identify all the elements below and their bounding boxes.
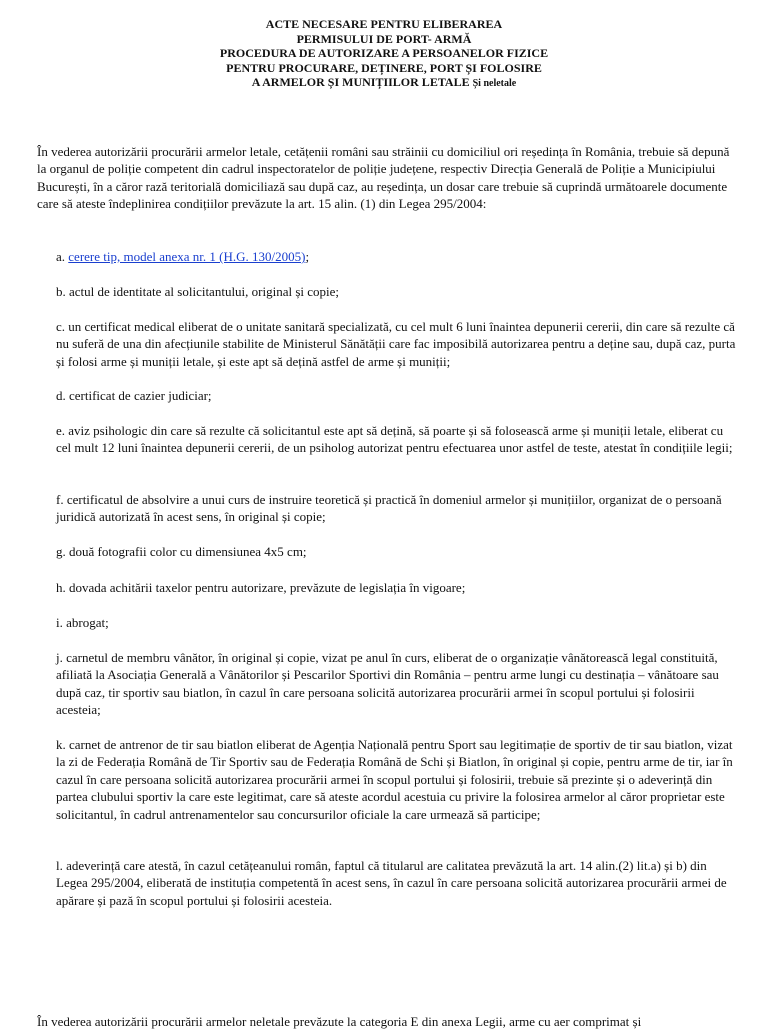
intro-paragraph: În vederea autorizării procurării armelor letale, cetățenii români sau străinii cu domiciliul ori reședința în România, trebuie să depună la organul de poliție competent din cadrul inspectoratelor de poliție județene, respectiv Direcția Generală de Poliție a Municipiului București, în a căror rază teritorială domiciliază sau după caz, au reședința, un dosar care trebuie să cuprindă următoarele documente care să ateste îndeplinirea condițiilor prevăzute la art. 15 alin. (1) din Legea 295/2004:	[37, 144, 730, 212]
list-item-i: i. abrogat;	[56, 615, 109, 630]
header-line-3: PROCEDURA DE AUTORIZARE A PERSOANELOR FIZICE	[219, 46, 549, 60]
cerere-tip-link[interactable]: cerere tip, model anexa nr. 1 (H.G. 130/2005)	[68, 249, 306, 264]
list-item-j: j. carnetul de membru vânător, în original și copie, vizat pe anul în curs, eliberat de o organizație vânătorească legal constituită, afiliată la Asociația Generală a Vânătorilor și Pescarilor Sportivi din România – pentru arme lungi cu destinația – vânătoare sau după caz, tir sportiv sau biatlon, în cazul în care persoana solicită autorizarea procurării armei în scopul portului și folosirii acesteia;	[56, 650, 719, 718]
list-item-b: b. actul de identitate al solicitantului, original și copie;	[56, 284, 340, 299]
list-item-f: f. certificatul de absolvire a unui curs de instruire teoretică și practică în domeniul armelor și munițiilor, organizat de o persoană juridică autorizată în acest sens, în original și copie;	[56, 492, 722, 525]
list-item-h: h. dovada achitării taxelor pentru autorizare, prevăzute de legislația în vigoare;	[56, 580, 466, 595]
header-line-4: PENTRU PROCURARE, DEȚINERE, PORT ȘI FOLOSIRE	[226, 60, 542, 75]
outro-paragraph: În vederea autorizării procurării armelor neletale prevăzute la categoria E din anexa Legii, arme cu aer comprimat și	[37, 1014, 642, 1029]
header-line-5	[0, 75, 768, 92]
list-item-l: l. adeverință care atestă, în cazul cetățeanului român, faptul că titularul are calitatea prevăzută la art. 14 alin.(2) lit.a) și b) din Legea 295/2004, eliberată de instituția competentă în acest sens, în cazul în care persoana solicită autorizarea procurării armei de apărare și pază în scopul portului și folosirii acesteia.	[56, 858, 727, 908]
list-item-e: e. aviz psihologic din care să rezulte că solicitantul este apt să dețină, să poarte și să folosească arme și muniții letale, eliberat cu cel mult 12 luni înaintea depunerii cererii, de un psiholog autorizat pentru efectuarea unor astfel de teste, atestat în condițiile legii;	[56, 423, 733, 456]
list-item-g: g. două fotografii color cu dimensiunea 4x5 cm;	[56, 544, 307, 559]
item-a-suffix: ;	[305, 249, 310, 264]
list-item-a	[56, 248, 736, 265]
document-header	[0, 17, 768, 92]
header-line-5-main: A ARMELOR ȘI MUNIȚIILOR LETALE	[251, 75, 473, 89]
header-line-5-small: Și neletale	[472, 78, 517, 89]
list-item-c: c. un certificat medical eliberat de o unitate sanitară specializată, cu cel mult 6 luni înaintea depunerii cererii, din care să rezulte că nu suferă de una din afecțiunile stabilite de Ministerul Sănătății care fac imposibilă autorizarea pentru a deține sau, după caz, purta și folosi arme și muniții letale, și este apt să dețină astfel de arme și muniții;	[56, 319, 736, 369]
list-item-d: d. certificat de cazier judiciar;	[56, 388, 212, 403]
header-line-2: PERMISULUI DE PORT- ARMĂ	[296, 31, 472, 46]
item-a-prefix: a.	[56, 249, 69, 264]
list-item-k: k. carnet de antrenor de tir sau biatlon eliberat de Agenția Națională pentru Sport sau legitimație de sportiv de tir sau biatlon, vizat la zi de Federația Română de Tir Sportiv sau de Federația Română de Schi și Biatlon, în original și copie, pentru arme de tir, iar în cazul în care persoana solicită autorizarea procurării armei în scopul portului și folosirii, trebuie să prezinte și o adeverință din partea clubului sportiv la care este legitimat, care să ateste acordul acestuia cu privire la folosirea armelor al căror proprietar este solicitantul, în cadrul antrenamentelor sau concursurilor oficiale la care urmează să participe;	[56, 737, 733, 822]
header-line-1: ACTE NECESARE PENTRU ELIBERAREA	[265, 17, 503, 31]
